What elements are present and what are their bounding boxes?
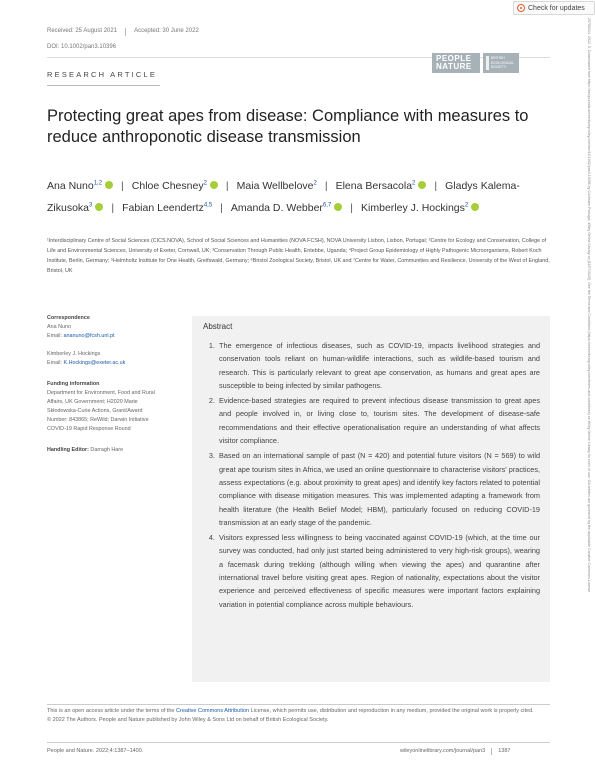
copyright: © 2022 The Authors. People and Nature published by John Wiley & Sons Ltd on behalf of British Ecological Society. <box>47 716 329 723</box>
author-affiliation-sup: 2 <box>464 202 469 209</box>
update-icon <box>517 4 525 12</box>
author[interactable] <box>336 180 427 192</box>
author-name: Elena Bersacola <box>335 179 413 192</box>
article-type: RESEARCH ARTICLE <box>47 70 158 79</box>
doi[interactable]: DOI: 10.1002/pan3.10396 <box>47 44 117 50</box>
abstract-item: 3. Based on an international sample of past (N = 420) and potential future visitors (N = 569) to wild great ape tourism sites in Africa, we used an online questionnaire to characterise visitors' practices, assess expectations (e.g. about proximity to great apes) and identify key factors related to potential compliance with disease mitigation measures. This was implemented adapting a framework from health literature (the Health Belief Model; HBM), particularly focused on reducing COVID-19 transmission at an early stage of the pandemic. <box>217 449 540 529</box>
author-separator: | <box>111 202 115 214</box>
footer-rule <box>47 704 550 705</box>
author-affiliation-sup: 3 <box>89 202 93 209</box>
journal-url[interactable]: wileyonlinelibrary.com/journal/pan3 <box>400 748 486 754</box>
orcid-icon[interactable] <box>105 181 113 189</box>
corresponding-author-name: Kimberley J. Hockings <box>47 351 101 357</box>
check-for-updates-label: Check for updates <box>528 4 585 12</box>
author-affiliation-sup: 2 <box>412 180 416 186</box>
author-separator: | <box>121 179 124 192</box>
author-name: Chloe Chesney <box>131 179 204 192</box>
journal-logo <box>432 53 550 73</box>
journal-citation: People and Nature. 2022;4:1387–1400. <box>47 748 144 754</box>
journal-logo-wordmark: PEOPLE NATURE <box>432 53 480 73</box>
sidebar-info: Correspondence Ana Nuno Email: ananuno@fcsh.unl.pt Kimberley J. Hockings Email: K.Hockings@exeter.ac.uk Funding information Department for Environment, Food and Rural Affairs, UK Government; H2020 Marie Skłodowska-Curie Actions, Grant/Award Number: 843865; ReWild; Darwin Initiative COVID-19 Rapid Response Round Handling Editor: Darragh Hare <box>47 314 157 455</box>
author-name: Gladys Kalema-Zikusoka <box>47 179 520 214</box>
check-for-updates-badge[interactable] <box>513 1 595 15</box>
accepted-date: Accepted: 30 June 2022 <box>134 28 199 34</box>
author-separator: | <box>220 202 223 214</box>
handling-editor-name: Darragh Hare <box>90 447 124 453</box>
author-name: Kimberley J. Hockings <box>361 202 465 214</box>
article-title: Protecting great apes from disease: Compliance with measures to reduce anthroponotic disease transmission <box>47 107 529 146</box>
author-name: Amanda D. Webber <box>230 202 323 214</box>
corresponding-author-email[interactable]: ananuno@fcsh.unl.pt <box>63 333 115 339</box>
author-name: Maia Wellbelove <box>236 179 314 192</box>
orcid-icon[interactable] <box>418 181 426 189</box>
license-notice: This is an open access article under the terms of the Creative Commons Attribution License, which permits use, distribution and reproduction in any medium, provided the original work is properly cited. © 2022 The Authors. People and Nature published by John Wiley & Sons Ltd on behalf of British Ecological Society. <box>47 707 552 724</box>
page-number: 1387 <box>498 748 511 754</box>
author-separator: | <box>350 202 354 214</box>
author-affiliation-sup: 4,5 <box>203 202 213 209</box>
author[interactable] <box>47 180 113 192</box>
author[interactable] <box>132 180 218 192</box>
author-list <box>47 173 557 218</box>
received-date: Received: 25 August 2021 <box>47 28 118 34</box>
license-link[interactable]: Creative Commons Attribution <box>176 708 250 714</box>
abstract-item: 2. Evidence-based strategies are required to prevent infectious disease transmission to great apes and people involved in, or living close to, tourism sites. The development of disease-safe recommendations and their effective operationalisation require an understanding of what affects visitor compliance. <box>217 394 540 447</box>
author-name: Ana Nuno <box>47 179 94 192</box>
footer-rule <box>47 742 550 743</box>
orcid-icon[interactable] <box>95 203 103 211</box>
society-emblem-icon <box>486 56 489 70</box>
author-separator: | <box>225 179 229 192</box>
funding-text: Department for Environment, Food and Rural Affairs, UK Government; H2020 Marie Skłodowska-Curie Actions, Grant/Award Number: 843865; ReWild; Darwin Initiative COVID-19 Rapid Response Round <box>47 390 155 432</box>
article-dates <box>47 28 199 36</box>
footer-right <box>400 748 510 755</box>
section-rule <box>47 85 160 86</box>
author-affiliation-sup: 2 <box>203 180 207 186</box>
corresponding-author-email[interactable]: K.Hockings@exeter.ac.uk <box>63 360 126 366</box>
author-affiliation-sup: 6,7 <box>322 202 332 209</box>
abstract-heading: Abstract <box>203 322 233 331</box>
orcid-icon[interactable] <box>334 203 342 211</box>
author[interactable] <box>231 202 342 214</box>
footer-divider <box>491 748 492 755</box>
author-affiliation-sup: 2 <box>313 180 317 186</box>
correspondence-heading: Correspondence <box>47 315 90 321</box>
corresponding-author-name: Ana Nuno <box>47 324 71 330</box>
author-separator: | <box>434 179 438 192</box>
abstract-item: 1. The emergence of infectious diseases, such as COVID-19, impacts livelihood strategies and conservation tools reliant on human-wildlife interactions, such as wildlife-based tourism and research. This is particularly relevant to great ape conservation, as humans and great apes are susceptible to being infected by similar pathogens. <box>217 339 540 392</box>
affiliations: ¹Interdisciplinary Centre of Social Sciences (CICS.NOVA), School of Social Sciences and Humanities (NOVA FCSH), NOVA University Lisbon, Lisbon, Portugal; ²Centre for Ecology and Conservation, College of Life and Environmental Sciences, University of Exeter, Cornwall, UK; ³Conservation Through Public Health, Entebbe, Uganda; ⁴Project Group Epidemiology of Highly Pathogenic Microorganisms, Robert Koch Institute, Berlin, Germany; ⁵Helmholtz Institute for One Health, Greifswald, Germany; ⁶Bristol Zoological Society, Bristol, UK and ⁷Centre for Water, Communities and Resilience, University of the West of England, Bristol, UK <box>47 238 550 274</box>
abstract-list <box>203 339 540 611</box>
date-divider <box>125 28 126 36</box>
author-name: Fabian Leendertz <box>122 202 204 214</box>
orcid-icon[interactable] <box>471 203 479 211</box>
abstract-box <box>192 316 550 682</box>
society-logo <box>483 53 519 73</box>
author[interactable] <box>122 202 212 214</box>
handling-editor-label: Handling Editor: <box>47 447 91 453</box>
abstract-item: 4. Visitors expressed less willingness to being vaccinated against COVID-19 (which, at the time our survey was conducted, had only just started being administered to very high-risk groups), wearing a facemask during trekking (although willing when viewing the apes) and quarantine after international travel before visiting great apes. Region of nationality, expectations about the visitor experience and perceived effectiveness of specific measures were important factors explaining variation in potential compliance across multiple behaviours. <box>217 531 540 611</box>
author[interactable] <box>361 202 479 214</box>
author-separator: | <box>324 179 328 192</box>
author-affiliation-sup: 1,2 <box>93 180 103 186</box>
society-name: BRITISH ECOLOGICAL SOCIETY <box>490 56 514 69</box>
download-margin-notice: 25758314, 2022, 5, Downloaded from https://besjournals.onlinelibrary.wiley.com/doi/10.1002/pan3.10396 by Cochrane Portugal, Wiley Online Library on [11/07/2025]. See the Terms and Conditions (https://onlinelibrary.wiley.com/terms-and-conditions) on Wiley Online Library for rules of use; OA articles are governed by the applicable Creative Commons License <box>587 18 591 593</box>
author[interactable] <box>237 180 317 192</box>
orcid-icon[interactable] <box>210 181 218 189</box>
funding-heading: Funding information <box>47 381 100 387</box>
